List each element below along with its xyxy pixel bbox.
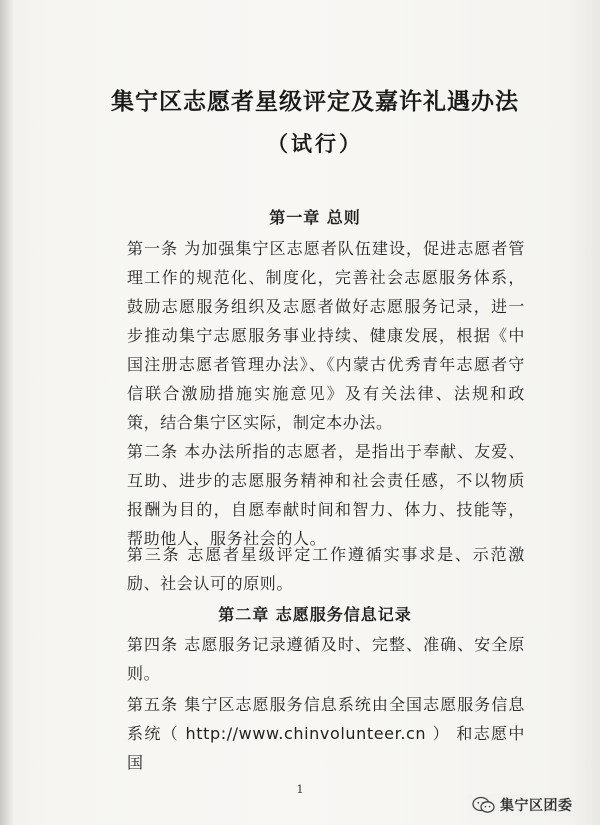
article-3-paragraph bbox=[95, 540, 525, 598]
page-number: 1 bbox=[296, 783, 304, 796]
page-edge-shadow bbox=[0, 0, 14, 825]
chapter-2-heading: 第二章 志愿服务信息记录 bbox=[218, 605, 412, 624]
article-3-text: 第三条 志愿者星级评定工作遵循实事求是、示范激励、社会认可的原则。 bbox=[127, 545, 525, 593]
article-5-text: 第五条 集宁区志愿服务信息系统由全国志愿服务信息系统（ http://www.chinvolunteer.cn ） 和志愿中国 bbox=[127, 695, 525, 772]
chapter-1-heading: 第一章 总则 bbox=[269, 208, 361, 227]
article-4-paragraph bbox=[95, 630, 525, 688]
article-1-paragraph bbox=[95, 234, 525, 437]
document-title: 集宁区志愿者星级评定及嘉许礼遇办法 bbox=[111, 88, 519, 115]
wechat-watermark bbox=[468, 794, 577, 816]
document-subtitle: （试行） bbox=[267, 131, 363, 156]
article-2-text: 第二条 本办法所指的志愿者，是指出于奉献、友爱、互助、进步的志愿服务精神和社会责任感，不以物质报酬为目的，自愿奉献时间和智力、体力、技能等，帮助他人、服务社会的人。 bbox=[127, 442, 525, 548]
article-2-paragraph bbox=[95, 437, 525, 553]
wechat-icon bbox=[472, 796, 496, 814]
article-5-paragraph bbox=[95, 690, 525, 777]
article-1-text: 第一条 为加强集宁区志愿者队伍建设，促进志愿者管理工作的规范化、制度化，完善社会志愿服务体系，鼓励志愿服务组织及志愿者做好志愿服务记录，进一步推动集宁志愿服务事业持续、健康发展，根据《中国注册志愿者管理办法》、《内蒙古优秀青年志愿者守信联合激励措施实施意见》及有关法律、法规和政策，结合集宁区实际，制定本办法。 bbox=[127, 239, 525, 432]
article-4-text: 第四条 志愿服务记录遵循及时、完整、准确、安全原则。 bbox=[127, 635, 525, 683]
watermark-text: 集宁区团委 bbox=[500, 798, 573, 814]
